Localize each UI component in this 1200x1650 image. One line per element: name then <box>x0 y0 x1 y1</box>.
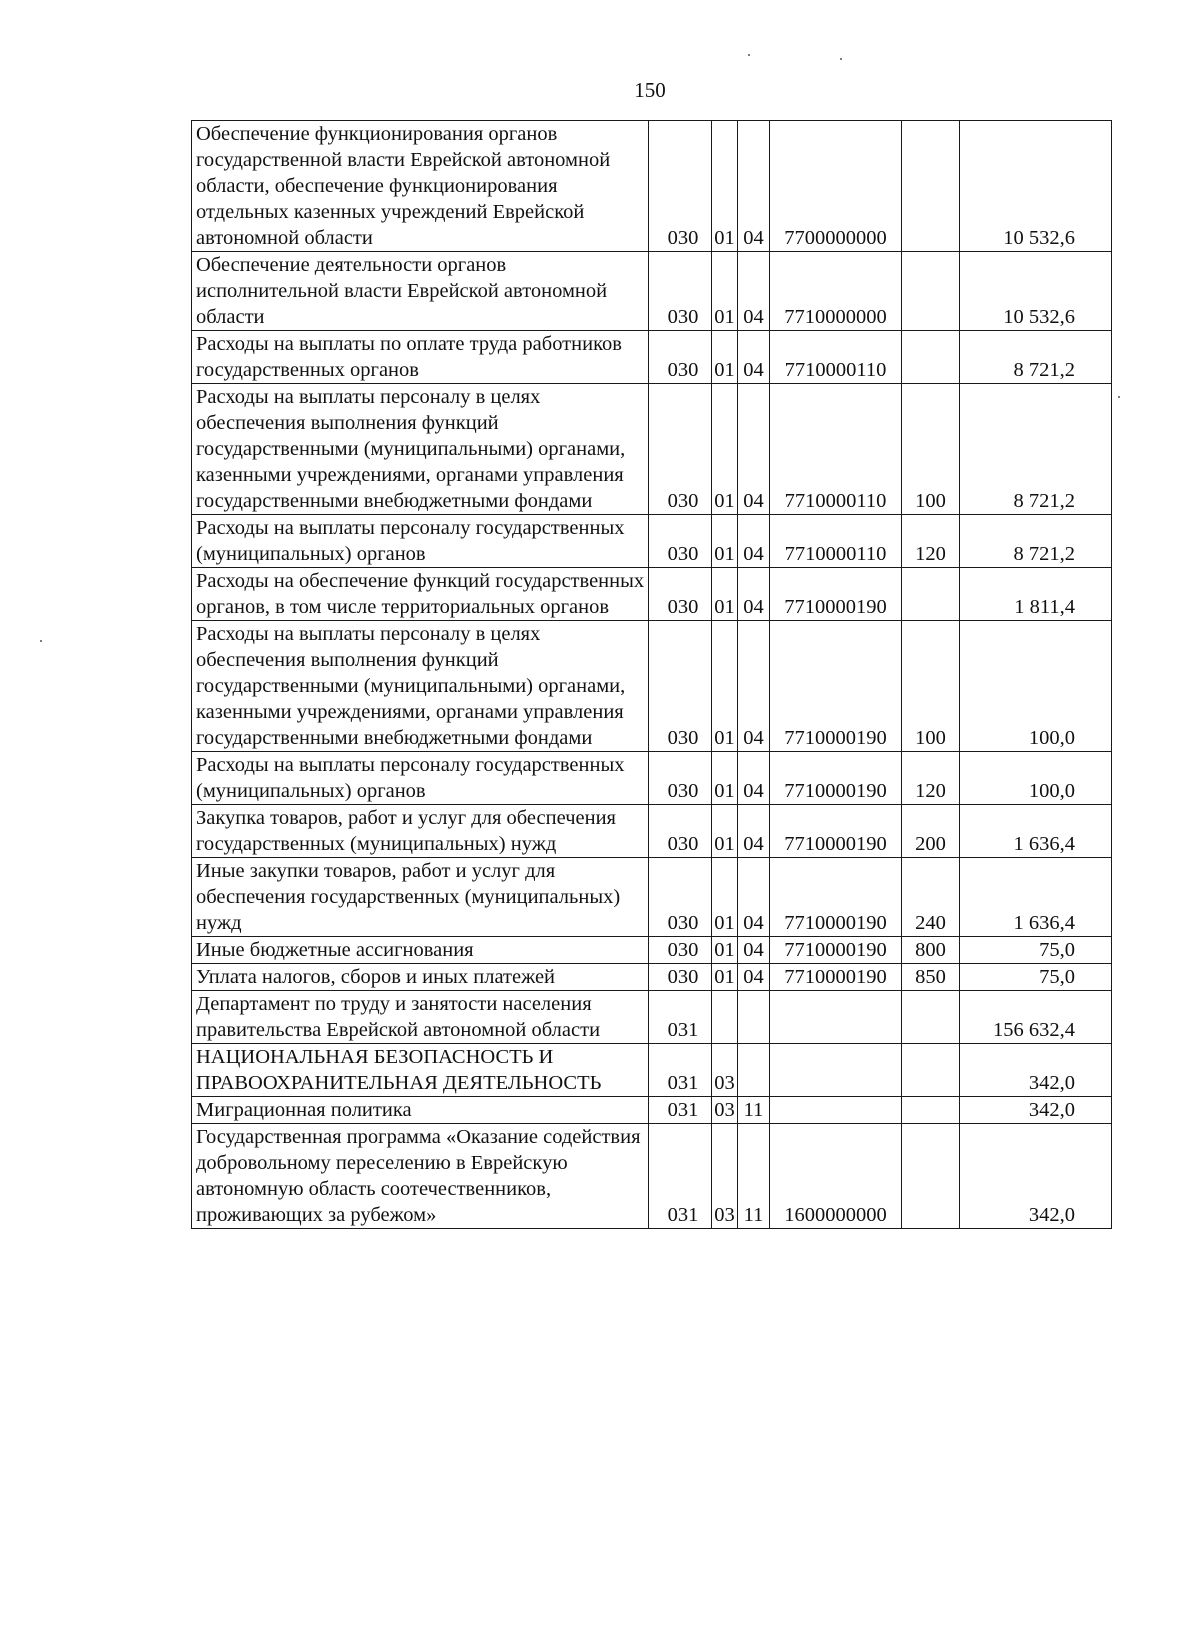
cell-csr: 1600000000 <box>770 1124 902 1229</box>
cell-pr: 04 <box>738 621 770 752</box>
cell-pr: 04 <box>738 805 770 858</box>
cell-vr: 800 <box>902 937 960 964</box>
cell-grbs: 031 <box>649 1097 712 1124</box>
cell-rz: 01 <box>712 858 738 937</box>
scan-speck <box>1118 396 1120 398</box>
cell-rz: 03 <box>712 1097 738 1124</box>
cell-grbs: 030 <box>649 805 712 858</box>
cell-csr: 7710000110 <box>770 331 902 384</box>
cell-sum: 10 532,6 <box>960 252 1112 331</box>
cell-grbs: 030 <box>649 515 712 568</box>
cell-grbs: 030 <box>649 964 712 991</box>
cell-vr <box>902 991 960 1044</box>
cell-csr: 7710000190 <box>770 937 902 964</box>
cell-name: НАЦИОНАЛЬНАЯ БЕЗОПАСНОСТЬ И ПРАВООХРАНИТЕЛЬНАЯ ДЕЯТЕЛЬНОСТЬ <box>192 1044 649 1097</box>
cell-vr: 120 <box>902 752 960 805</box>
table-row <box>192 752 1112 805</box>
cell-pr: 04 <box>738 568 770 621</box>
cell-sum: 100,0 <box>960 752 1112 805</box>
cell-grbs: 030 <box>649 937 712 964</box>
cell-sum: 75,0 <box>960 937 1112 964</box>
cell-rz: 03 <box>712 1044 738 1097</box>
budget-table <box>191 120 1112 1229</box>
cell-grbs: 030 <box>649 621 712 752</box>
cell-rz: 01 <box>712 331 738 384</box>
cell-pr: 04 <box>738 121 770 252</box>
table-row <box>192 331 1112 384</box>
cell-pr <box>738 1044 770 1097</box>
table-row <box>192 1097 1112 1124</box>
table-row <box>192 121 1112 252</box>
cell-pr: 04 <box>738 252 770 331</box>
cell-sum: 8 721,2 <box>960 331 1112 384</box>
cell-pr: 04 <box>738 384 770 515</box>
scan-speck <box>748 54 750 56</box>
cell-sum: 1 811,4 <box>960 568 1112 621</box>
cell-csr: 7710000190 <box>770 752 902 805</box>
cell-vr <box>902 121 960 252</box>
cell-sum: 342,0 <box>960 1097 1112 1124</box>
cell-sum: 1 636,4 <box>960 805 1112 858</box>
cell-vr <box>902 252 960 331</box>
cell-csr: 7710000190 <box>770 621 902 752</box>
cell-sum: 342,0 <box>960 1044 1112 1097</box>
cell-grbs: 031 <box>649 1124 712 1229</box>
cell-vr <box>902 568 960 621</box>
cell-grbs: 030 <box>649 568 712 621</box>
cell-name: Миграционная политика <box>192 1097 649 1124</box>
cell-grbs: 030 <box>649 331 712 384</box>
cell-pr: 04 <box>738 937 770 964</box>
page-number: 150 <box>634 78 666 102</box>
table-row <box>192 515 1112 568</box>
cell-rz: 01 <box>712 252 738 331</box>
cell-vr <box>902 331 960 384</box>
cell-sum: 8 721,2 <box>960 384 1112 515</box>
cell-sum: 342,0 <box>960 1124 1112 1229</box>
cell-pr: 11 <box>738 1124 770 1229</box>
cell-name: Уплата налогов, сборов и иных платежей <box>192 964 649 991</box>
cell-csr: 7710000190 <box>770 964 902 991</box>
cell-csr: 7710000000 <box>770 252 902 331</box>
cell-pr: 11 <box>738 1097 770 1124</box>
cell-grbs: 030 <box>649 252 712 331</box>
cell-sum: 156 632,4 <box>960 991 1112 1044</box>
cell-name: Расходы на выплаты персоналу в целях обеспечения выполнения функций государственными (муниципальными) органами, казенными учреждениями, органами управления государственными внебюджетными фондами <box>192 621 649 752</box>
table-row <box>192 805 1112 858</box>
cell-csr <box>770 1097 902 1124</box>
table-row <box>192 937 1112 964</box>
cell-pr: 04 <box>738 515 770 568</box>
table-row <box>192 621 1112 752</box>
cell-pr: 04 <box>738 752 770 805</box>
cell-name: Расходы на выплаты персоналу в целях обеспечения выполнения функций государственными (муниципальными) органами, казенными учреждениями, органами управления государственными внебюджетными фондами <box>192 384 649 515</box>
scan-speck <box>40 640 42 642</box>
cell-name: Обеспечение функционирования органов государственной власти Еврейской автономной области, обеспечение функционирования отдельных казенных учреждений Еврейской автономной области <box>192 121 649 252</box>
cell-vr <box>902 1124 960 1229</box>
cell-name: Расходы на обеспечение функций государственных органов, в том числе территориальных органов <box>192 568 649 621</box>
cell-vr: 240 <box>902 858 960 937</box>
cell-grbs: 031 <box>649 991 712 1044</box>
cell-rz: 01 <box>712 121 738 252</box>
cell-vr: 200 <box>902 805 960 858</box>
cell-pr: 04 <box>738 964 770 991</box>
cell-csr: 7700000000 <box>770 121 902 252</box>
cell-rz: 03 <box>712 1124 738 1229</box>
table-row <box>192 1124 1112 1229</box>
cell-sum: 100,0 <box>960 621 1112 752</box>
cell-grbs: 030 <box>649 121 712 252</box>
cell-rz: 01 <box>712 805 738 858</box>
cell-rz: 01 <box>712 937 738 964</box>
cell-name: Иные закупки товаров, работ и услуг для обеспечения государственных (муниципальных) нужд <box>192 858 649 937</box>
cell-vr <box>902 1097 960 1124</box>
cell-name: Департамент по труду и занятости населения правительства Еврейской автономной области <box>192 991 649 1044</box>
cell-pr <box>738 991 770 1044</box>
cell-name: Расходы на выплаты персоналу государственных (муниципальных) органов <box>192 752 649 805</box>
cell-sum: 10 532,6 <box>960 121 1112 252</box>
cell-grbs: 030 <box>649 384 712 515</box>
table-row <box>192 991 1112 1044</box>
cell-name: Расходы на выплаты персоналу государственных (муниципальных) органов <box>192 515 649 568</box>
table-row <box>192 252 1112 331</box>
cell-rz: 01 <box>712 568 738 621</box>
cell-rz: 01 <box>712 384 738 515</box>
cell-grbs: 031 <box>649 1044 712 1097</box>
cell-csr: 7710000190 <box>770 568 902 621</box>
cell-sum: 1 636,4 <box>960 858 1112 937</box>
cell-name: Государственная программа «Оказание содействия добровольному переселению в Еврейскую автономную область соотечественников, проживающих за рубежом» <box>192 1124 649 1229</box>
cell-csr: 7710000190 <box>770 805 902 858</box>
cell-pr: 04 <box>738 331 770 384</box>
table-row <box>192 964 1112 991</box>
cell-grbs: 030 <box>649 752 712 805</box>
cell-csr <box>770 991 902 1044</box>
table-row <box>192 858 1112 937</box>
cell-csr: 7710000110 <box>770 384 902 515</box>
cell-name: Расходы на выплаты по оплате труда работников государственных органов <box>192 331 649 384</box>
cell-rz: 01 <box>712 515 738 568</box>
cell-csr: 7710000110 <box>770 515 902 568</box>
cell-vr: 100 <box>902 384 960 515</box>
cell-sum: 75,0 <box>960 964 1112 991</box>
cell-name: Закупка товаров, работ и услуг для обеспечения государственных (муниципальных) нужд <box>192 805 649 858</box>
cell-grbs: 030 <box>649 858 712 937</box>
cell-vr: 850 <box>902 964 960 991</box>
scan-speck <box>840 58 842 60</box>
cell-rz: 01 <box>712 964 738 991</box>
table-body <box>192 121 1112 1229</box>
cell-csr <box>770 1044 902 1097</box>
table-row <box>192 384 1112 515</box>
cell-csr: 7710000190 <box>770 858 902 937</box>
cell-vr <box>902 1044 960 1097</box>
table-row <box>192 568 1112 621</box>
cell-vr: 100 <box>902 621 960 752</box>
cell-rz <box>712 991 738 1044</box>
cell-vr: 120 <box>902 515 960 568</box>
cell-pr: 04 <box>738 858 770 937</box>
table-row <box>192 1044 1112 1097</box>
cell-name: Иные бюджетные ассигнования <box>192 937 649 964</box>
cell-rz: 01 <box>712 621 738 752</box>
cell-name: Обеспечение деятельности органов исполнительной власти Еврейской автономной области <box>192 252 649 331</box>
cell-sum: 8 721,2 <box>960 515 1112 568</box>
cell-rz: 01 <box>712 752 738 805</box>
